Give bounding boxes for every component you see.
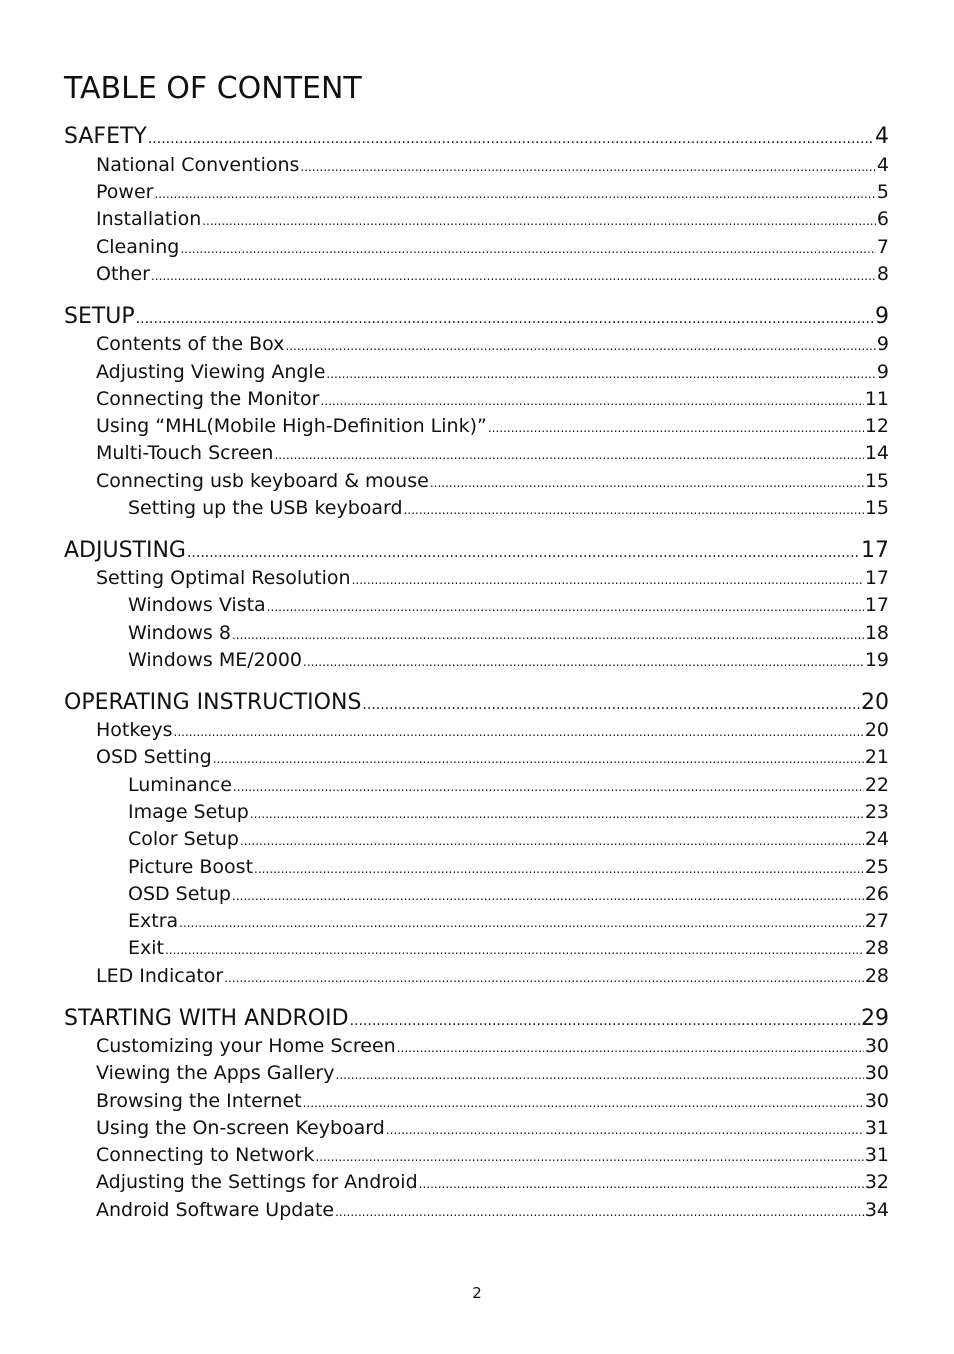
toc-entry-title: SETUP (64, 304, 135, 329)
toc-entry-title: Other (96, 263, 150, 285)
toc-dot-leader (151, 269, 876, 283)
toc-entry-page: 28 (864, 965, 889, 987)
toc-dot-leader (488, 421, 864, 435)
toc-entry-page: 28 (864, 937, 889, 959)
toc-entry-page: 24 (864, 828, 889, 850)
toc-dot-leader (213, 752, 864, 766)
toc-entry-title: OSD Setting (96, 746, 212, 768)
toc-subsection-entry[interactable] (96, 719, 889, 741)
toc-entry-page: 15 (864, 497, 889, 519)
toc-dot-leader (300, 160, 875, 174)
toc-entry-title: Using “MHL(Mobile High-Definition Link)” (96, 415, 487, 437)
toc-subsubsection-entry[interactable] (128, 649, 889, 671)
toc-subsubsection-entry[interactable] (128, 937, 889, 959)
toc-entry-title: Exit (128, 937, 164, 959)
toc-entry-page: 15 (864, 470, 889, 492)
toc-dot-leader (315, 1150, 863, 1164)
toc-subsubsection-entry[interactable] (128, 801, 889, 823)
toc-entry-page: 26 (864, 883, 889, 905)
toc-dot-leader (187, 545, 860, 561)
toc-entry-title: Customizing your Home Screen (96, 1035, 396, 1057)
toc-dot-leader (303, 655, 864, 669)
toc-subsubsection-entry[interactable] (128, 497, 889, 519)
toc-dot-leader (179, 916, 864, 930)
toc-entry-page: 30 (864, 1090, 889, 1112)
toc-section-entry[interactable] (64, 304, 889, 329)
toc-entry-page: 19 (864, 649, 889, 671)
toc-subsection-entry[interactable] (96, 415, 889, 437)
toc-dot-leader (202, 214, 876, 228)
toc-entry-page: 17 (864, 567, 889, 589)
toc-entry-title: Connecting the Monitor (96, 388, 320, 410)
toc-entry-page: 6 (876, 208, 889, 230)
toc-entry-title: Cleaning (96, 236, 180, 258)
toc-entry-page: 4 (875, 124, 889, 149)
toc-entry-title: Windows 8 (128, 622, 231, 644)
toc-subsection-entry[interactable] (96, 181, 889, 203)
toc-subsection-entry[interactable] (96, 361, 889, 383)
toc-dot-leader (430, 476, 864, 490)
toc-entry-page: 21 (864, 746, 889, 768)
toc-entry-page: 9 (876, 333, 889, 355)
toc-entry-title: Setting up the USB keyboard (128, 497, 403, 519)
toc-entry-page: 31 (864, 1144, 889, 1166)
toc-dot-leader (352, 573, 864, 587)
toc-subsection-entry[interactable] (96, 263, 889, 285)
toc-entry-page: 25 (864, 856, 889, 878)
toc-entry-page: 30 (864, 1035, 889, 1057)
toc-dot-leader (148, 131, 874, 147)
toc-subsection-entry[interactable] (96, 567, 889, 589)
toc-dot-leader (232, 889, 864, 903)
toc-entry-title: Multi-Touch Screen (96, 442, 274, 464)
toc-dot-leader (303, 1096, 864, 1110)
toc-entry-page: 18 (864, 622, 889, 644)
toc-entry-page: 30 (864, 1062, 889, 1084)
toc-entry-page: 11 (864, 388, 889, 410)
toc-dot-leader (165, 943, 864, 957)
toc-dot-leader (274, 448, 863, 462)
toc-entry-title: Windows ME/2000 (128, 649, 303, 671)
toc-entry-page: 9 (876, 361, 889, 383)
toc-subsubsection-entry[interactable] (128, 828, 889, 850)
toc-entry-title: STARTING WITH ANDROID (64, 1006, 349, 1031)
toc-subsection-entry[interactable] (96, 965, 889, 987)
toc-subsubsection-entry[interactable] (128, 622, 889, 644)
toc-entry-page: 5 (876, 181, 889, 203)
toc-subsection-entry[interactable] (96, 1144, 889, 1166)
toc-entry-page: 20 (861, 690, 889, 715)
toc-subsubsection-entry[interactable] (128, 883, 889, 905)
toc-entry-page: 29 (861, 1006, 889, 1031)
toc-entry-page: 17 (864, 594, 889, 616)
toc-dot-leader (180, 242, 876, 256)
toc-subsubsection-entry[interactable] (128, 910, 889, 932)
toc-entry-page: 32 (864, 1171, 889, 1193)
toc-subsection-entry[interactable] (96, 442, 889, 464)
toc-section-entry[interactable] (64, 1006, 889, 1031)
toc-entry-page: 4 (876, 154, 889, 176)
toc-subsection-entry[interactable] (96, 236, 889, 258)
toc-section-entry[interactable] (64, 538, 889, 563)
toc-entry-page: 17 (861, 538, 889, 563)
toc-entry-title: Color Setup (128, 828, 239, 850)
toc-dot-leader (335, 1068, 863, 1082)
toc-entry-title: Connecting to Network (96, 1144, 315, 1166)
toc-subsection-entry[interactable] (96, 154, 889, 176)
toc-subsection-entry[interactable] (96, 1171, 889, 1193)
toc-entry-title: Android Software Update (96, 1199, 335, 1221)
toc-subsection-entry[interactable] (96, 208, 889, 230)
toc-entry-title: SAFETY (64, 124, 147, 149)
toc-subsubsection-entry[interactable] (128, 774, 889, 796)
toc-entry-title: OPERATING INSTRUCTIONS (64, 690, 362, 715)
toc-entry-page: 9 (875, 304, 889, 329)
toc-dot-leader (240, 834, 864, 848)
toc-entry-title: Viewing the Apps Gallery (96, 1062, 335, 1084)
toc-entry-title: Extra (128, 910, 179, 932)
toc-entry-title: LED Indicator (96, 965, 224, 987)
toc-entry-title: Using the On-screen Keyboard (96, 1117, 385, 1139)
toc-entry-page: 31 (864, 1117, 889, 1139)
toc-entry-title: OSD Setup (128, 883, 231, 905)
toc-entry-title: Installation (96, 208, 202, 230)
toc-dot-leader (254, 862, 864, 876)
toc-entry-page: 27 (864, 910, 889, 932)
toc-dot-leader (326, 367, 876, 381)
toc-entry-page: 34 (864, 1199, 889, 1221)
toc-entry-title: Connecting usb keyboard & mouse (96, 470, 429, 492)
toc-dot-leader (404, 503, 864, 517)
toc-entry-title: Power (96, 181, 154, 203)
toc-dot-leader (154, 187, 875, 201)
toc-entry-title: Picture Boost (128, 856, 254, 878)
toc-entry-page: 22 (864, 774, 889, 796)
toc-entry-title: Setting Optimal Resolution (96, 567, 351, 589)
toc-dot-leader (350, 1013, 860, 1029)
toc-entry-title: ADJUSTING (64, 538, 186, 563)
toc-section-entry[interactable] (64, 690, 889, 715)
toc-section-entry[interactable] (64, 124, 889, 149)
toc-entry-title: Contents of the Box (96, 333, 285, 355)
toc-dot-leader (224, 971, 864, 985)
toc-entry-title: Luminance (128, 774, 232, 796)
toc-dot-leader (362, 697, 860, 713)
toc-dot-leader (386, 1123, 864, 1137)
toc-entry-title: Windows Vista (128, 594, 266, 616)
toc-entry-page: 8 (876, 263, 889, 285)
toc-subsection-entry[interactable] (96, 1062, 889, 1084)
toc-dot-leader (397, 1041, 864, 1055)
toc-entry-page: 20 (864, 719, 889, 741)
toc-subsection-entry[interactable] (96, 1090, 889, 1112)
toc-subsection-entry[interactable] (96, 333, 889, 355)
toc-subsection-entry[interactable] (96, 746, 889, 768)
toc-dot-leader (267, 600, 864, 614)
toc-subsection-entry[interactable] (96, 1117, 889, 1139)
toc-subsection-entry[interactable] (96, 470, 889, 492)
toc-dot-leader (335, 1205, 864, 1219)
toc-entry-title: Image Setup (128, 801, 249, 823)
toc-dot-leader (174, 725, 864, 739)
toc-dot-leader (250, 807, 864, 821)
toc-dot-leader (136, 311, 874, 327)
toc-subsection-entry[interactable] (96, 1199, 889, 1221)
toc-entry-page: 12 (864, 415, 889, 437)
toc-dot-leader (285, 339, 876, 353)
toc-entry-title: Adjusting the Settings for Android (96, 1171, 418, 1193)
toc-dot-leader (320, 394, 863, 408)
toc-dot-leader (419, 1177, 864, 1191)
toc-entry-title: Adjusting Viewing Angle (96, 361, 326, 383)
toc-entry-page: 14 (864, 442, 889, 464)
toc-entry-title: Hotkeys (96, 719, 173, 741)
toc-dot-leader (233, 780, 864, 794)
toc-entry-title: National Conventions (96, 154, 300, 176)
toc-dot-leader (232, 628, 864, 642)
toc-subsection-entry[interactable] (96, 1035, 889, 1057)
toc-subsection-entry[interactable] (96, 388, 889, 410)
toc-entry-page: 23 (864, 801, 889, 823)
toc-subsubsection-entry[interactable] (128, 856, 889, 878)
toc-entry-page: 7 (876, 236, 889, 258)
page-number: 2 (472, 1284, 482, 1302)
page-title: TABLE OF CONTENT (64, 71, 362, 106)
toc-subsubsection-entry[interactable] (128, 594, 889, 616)
toc-entry-title: Browsing the Internet (96, 1090, 302, 1112)
